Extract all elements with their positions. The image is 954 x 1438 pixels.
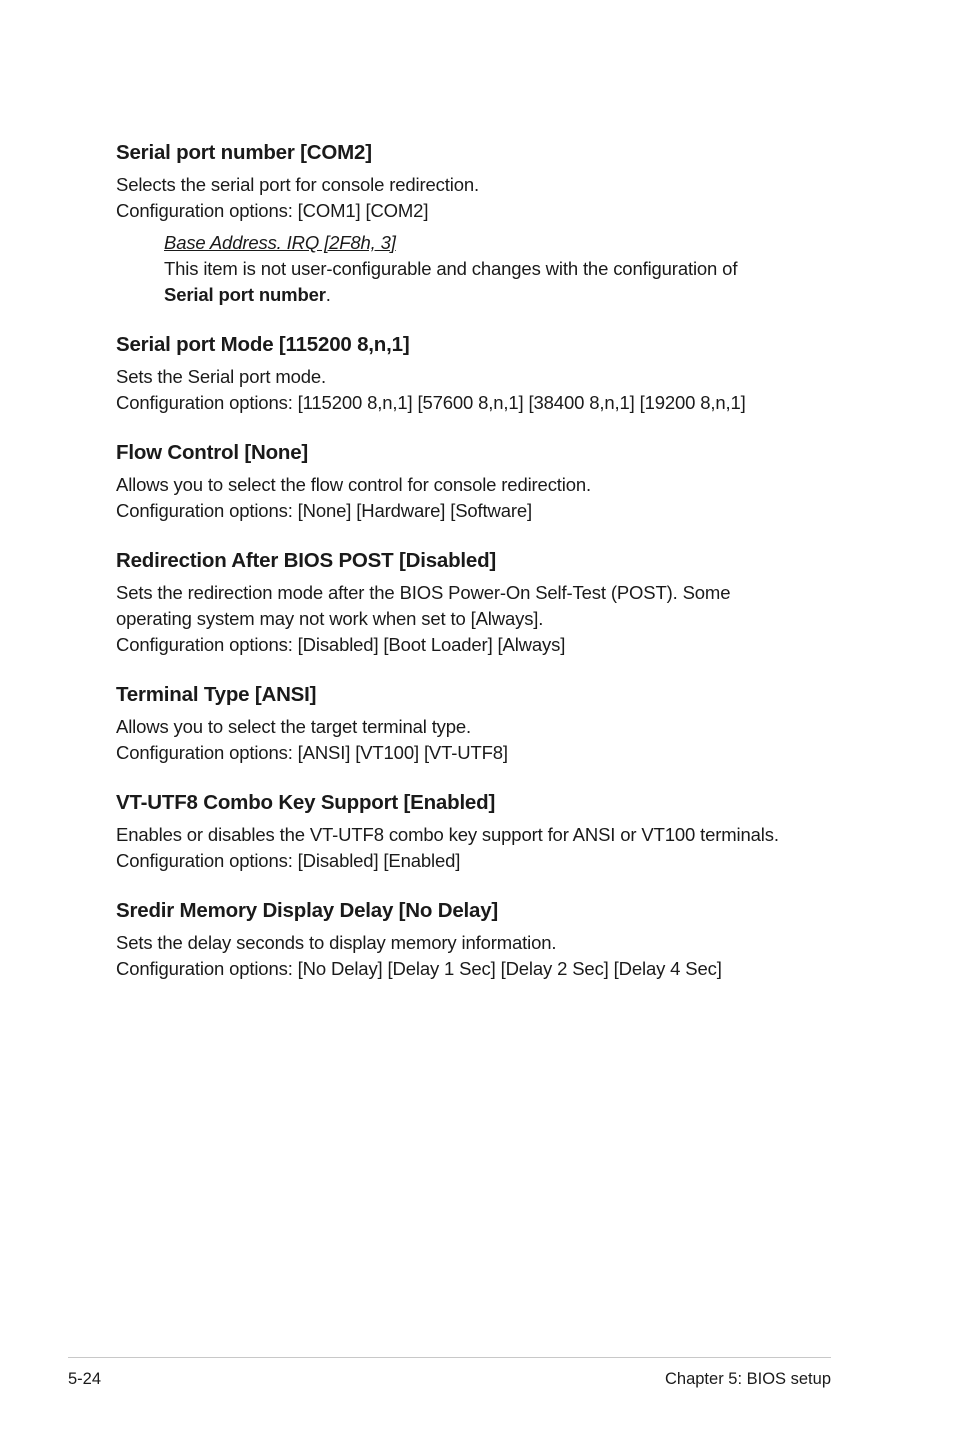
section-title: Terminal Type [ANSI] — [116, 683, 317, 706]
section-desc-line: Sets the redirection mode after the BIOS Power-On Self-Test (POST). Some — [116, 582, 731, 603]
section-options-line: Configuration options: [None] [Hardware] [Software] — [116, 500, 533, 521]
section-desc-line: Sets the delay seconds to display memory information. — [116, 932, 557, 953]
subsection-base-address — [164, 230, 856, 308]
section-desc-line: Selects the serial port for console redirection. — [116, 174, 479, 195]
subsection-text: This item is not user-configurable and changes with the configuration of — [164, 258, 738, 279]
footer-divider — [68, 1357, 831, 1358]
chapter-title: Chapter 5: BIOS setup — [664, 1370, 831, 1388]
section-desc-line: Allows you to select the flow control for console redirection. — [116, 474, 592, 495]
section-title: VT-UTF8 Combo Key Support [Enabled] — [116, 791, 496, 814]
section-terminal-type — [116, 682, 856, 766]
section-desc-line: Enables or disables the VT-UTF8 combo key support for ANSI or VT100 terminals. — [116, 824, 779, 845]
section-vt-utf8-combo-key — [116, 790, 856, 874]
section-options-line: Configuration options: [Disabled] [Enabled] — [116, 850, 461, 871]
section-desc-line: Allows you to select the target terminal type. — [116, 716, 472, 737]
section-serial-port-number — [116, 140, 856, 308]
subsection-after: . — [325, 284, 331, 305]
section-title: Serial port Mode [115200 8,n,1] — [116, 333, 410, 356]
page-number: 5-24 — [68, 1370, 102, 1388]
section-options-line: Configuration options: [Disabled] [Boot Loader] [Always] — [116, 634, 566, 655]
subsection-title: Base Address. IRQ [2F8h, 3] — [164, 232, 396, 253]
section-title: Sredir Memory Display Delay [No Delay] — [116, 899, 499, 922]
section-redirection-after-post — [116, 548, 856, 658]
section-sredir-memory-delay — [116, 898, 856, 982]
subsection-bold-ref: Serial port number — [164, 284, 326, 305]
section-desc-line: Sets the Serial port mode. — [116, 366, 326, 387]
section-options-line: Configuration options: [115200 8,n,1] [57600 8,n,1] [38400 8,n,1] [19200 8,n,1] — [116, 392, 746, 413]
section-serial-port-mode — [116, 332, 856, 416]
section-title: Flow Control [None] — [116, 441, 309, 464]
document-body — [116, 140, 856, 982]
section-flow-control — [116, 440, 856, 524]
section-title: Serial port number [COM2] — [116, 141, 372, 164]
subsection-desc — [164, 256, 856, 308]
section-options-line: Configuration options: [No Delay] [Delay 1 Sec] [Delay 2 Sec] [Delay 4 Sec] — [116, 958, 722, 979]
section-desc-line: operating system may not work when set to [Always]. — [116, 608, 544, 629]
section-title: Redirection After BIOS POST [Disabled] — [116, 549, 497, 572]
section-options-line: Configuration options: [COM1] [COM2] — [116, 200, 429, 221]
section-options-line: Configuration options: [ANSI] [VT100] [VT-UTF8] — [116, 742, 508, 763]
